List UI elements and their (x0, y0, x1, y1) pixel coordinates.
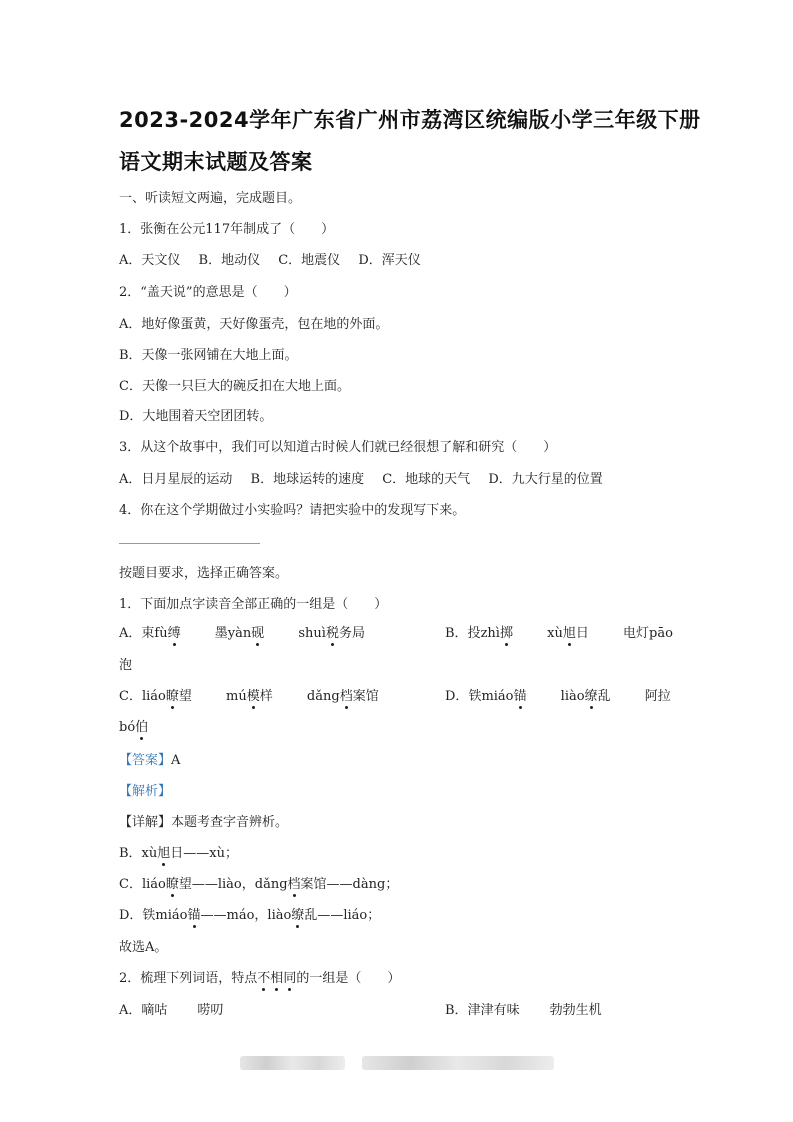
option-a: A．天文仪 (119, 253, 181, 268)
answer-label: 【答案】 (119, 753, 172, 768)
footer-blurred-text (362, 1056, 554, 1070)
detail-line-d: D．铁miáo锚——máo，liào缭乱——liáo； (119, 904, 380, 923)
question-2-stem: 2．“盖天说”的意思是（ ） (119, 285, 297, 300)
option-c: C．地球的天气 (382, 472, 471, 487)
p2-question-2-stem: 2．梳理下列词语，特点不相同的一组是（ ） (119, 967, 400, 986)
option-c: C．地震仪 (278, 253, 341, 268)
analysis-label: 【解析】 (119, 784, 172, 799)
question-1-stem: 1．张衡在公元117年制成了（ ） (119, 222, 335, 237)
question-4-stem: 4．你在这个学期做过小实验吗？请把实验中的发现写下来。 (119, 503, 466, 518)
doc-title-line1: 2023-2024学年广东省广州市荔湾区统编版小学三年级下册 (119, 108, 701, 132)
answer-line (119, 749, 180, 768)
section-divider (119, 543, 260, 544)
conclusion-line: 故选A。 (119, 940, 168, 955)
question-2-option-b: B．天像一张网铺在大地上面。 (119, 348, 298, 363)
question-2-option-c: C．天像一只巨大的碗反扣在大地上面。 (119, 379, 350, 394)
option-b: B．地球运转的速度 (250, 472, 365, 487)
detail-line-b: B．xù旭日——xù； (119, 842, 238, 861)
p2-q1-option-c: C．liáo瞭望 mú模样 dǎng档案馆 (119, 685, 379, 704)
option-a: A．日月星辰的运动 (119, 472, 233, 487)
option-d: D．浑天仪 (358, 253, 421, 268)
question-1-options (119, 249, 421, 268)
detail-line-c: C．liáo瞭望——liào，dǎng档案馆——dàng； (119, 873, 398, 892)
answer-value: A (171, 753, 181, 768)
question-3-options (119, 468, 603, 487)
doc-title-line2: 语文期末试题及答案 (119, 150, 313, 174)
question-2-option-d: D．大地围着天空团团转。 (119, 409, 273, 424)
option-b: B．地动仪 (198, 253, 261, 268)
option-d: D．九大行星的位置 (488, 472, 603, 487)
instruction-text: 按题目要求，选择正确答案。 (119, 566, 289, 581)
p2-question-1-stem: 1．下面加点字读音全部正确的一组是（ ） (119, 597, 388, 612)
question-3-stem: 3．从这个故事中，我们可以知道古时候人们就已经很想了解和研究（ ） (119, 440, 557, 455)
p2-q1-option-d-cont: bó伯 (119, 716, 148, 735)
p2-q2-option-a: A．嘀咕 唠叨 (119, 1003, 224, 1018)
section-heading: 一、听读短文两遍，完成题目。 (119, 191, 302, 206)
p2-q2-option-b: B．津津有味 勃勃生机 (445, 1003, 602, 1018)
p2-q1-option-d: D．铁miáo锚 liào缭乱 阿拉 (445, 685, 671, 704)
p2-q1-option-b-cont: 泡 (119, 658, 133, 673)
p2-q1-option-a: A．束fù缚 墨yàn砚 shuì税务局 (119, 622, 365, 641)
detail-line: 【详解】本题考查字音辨析。 (119, 815, 289, 830)
footer-blurred-text (240, 1056, 345, 1070)
question-2-option-a: A．地好像蛋黄，天好像蛋壳，包在地的外面。 (119, 317, 389, 332)
p2-q1-option-b: B．投zhì掷 xù旭日 电灯pāo (445, 622, 673, 641)
